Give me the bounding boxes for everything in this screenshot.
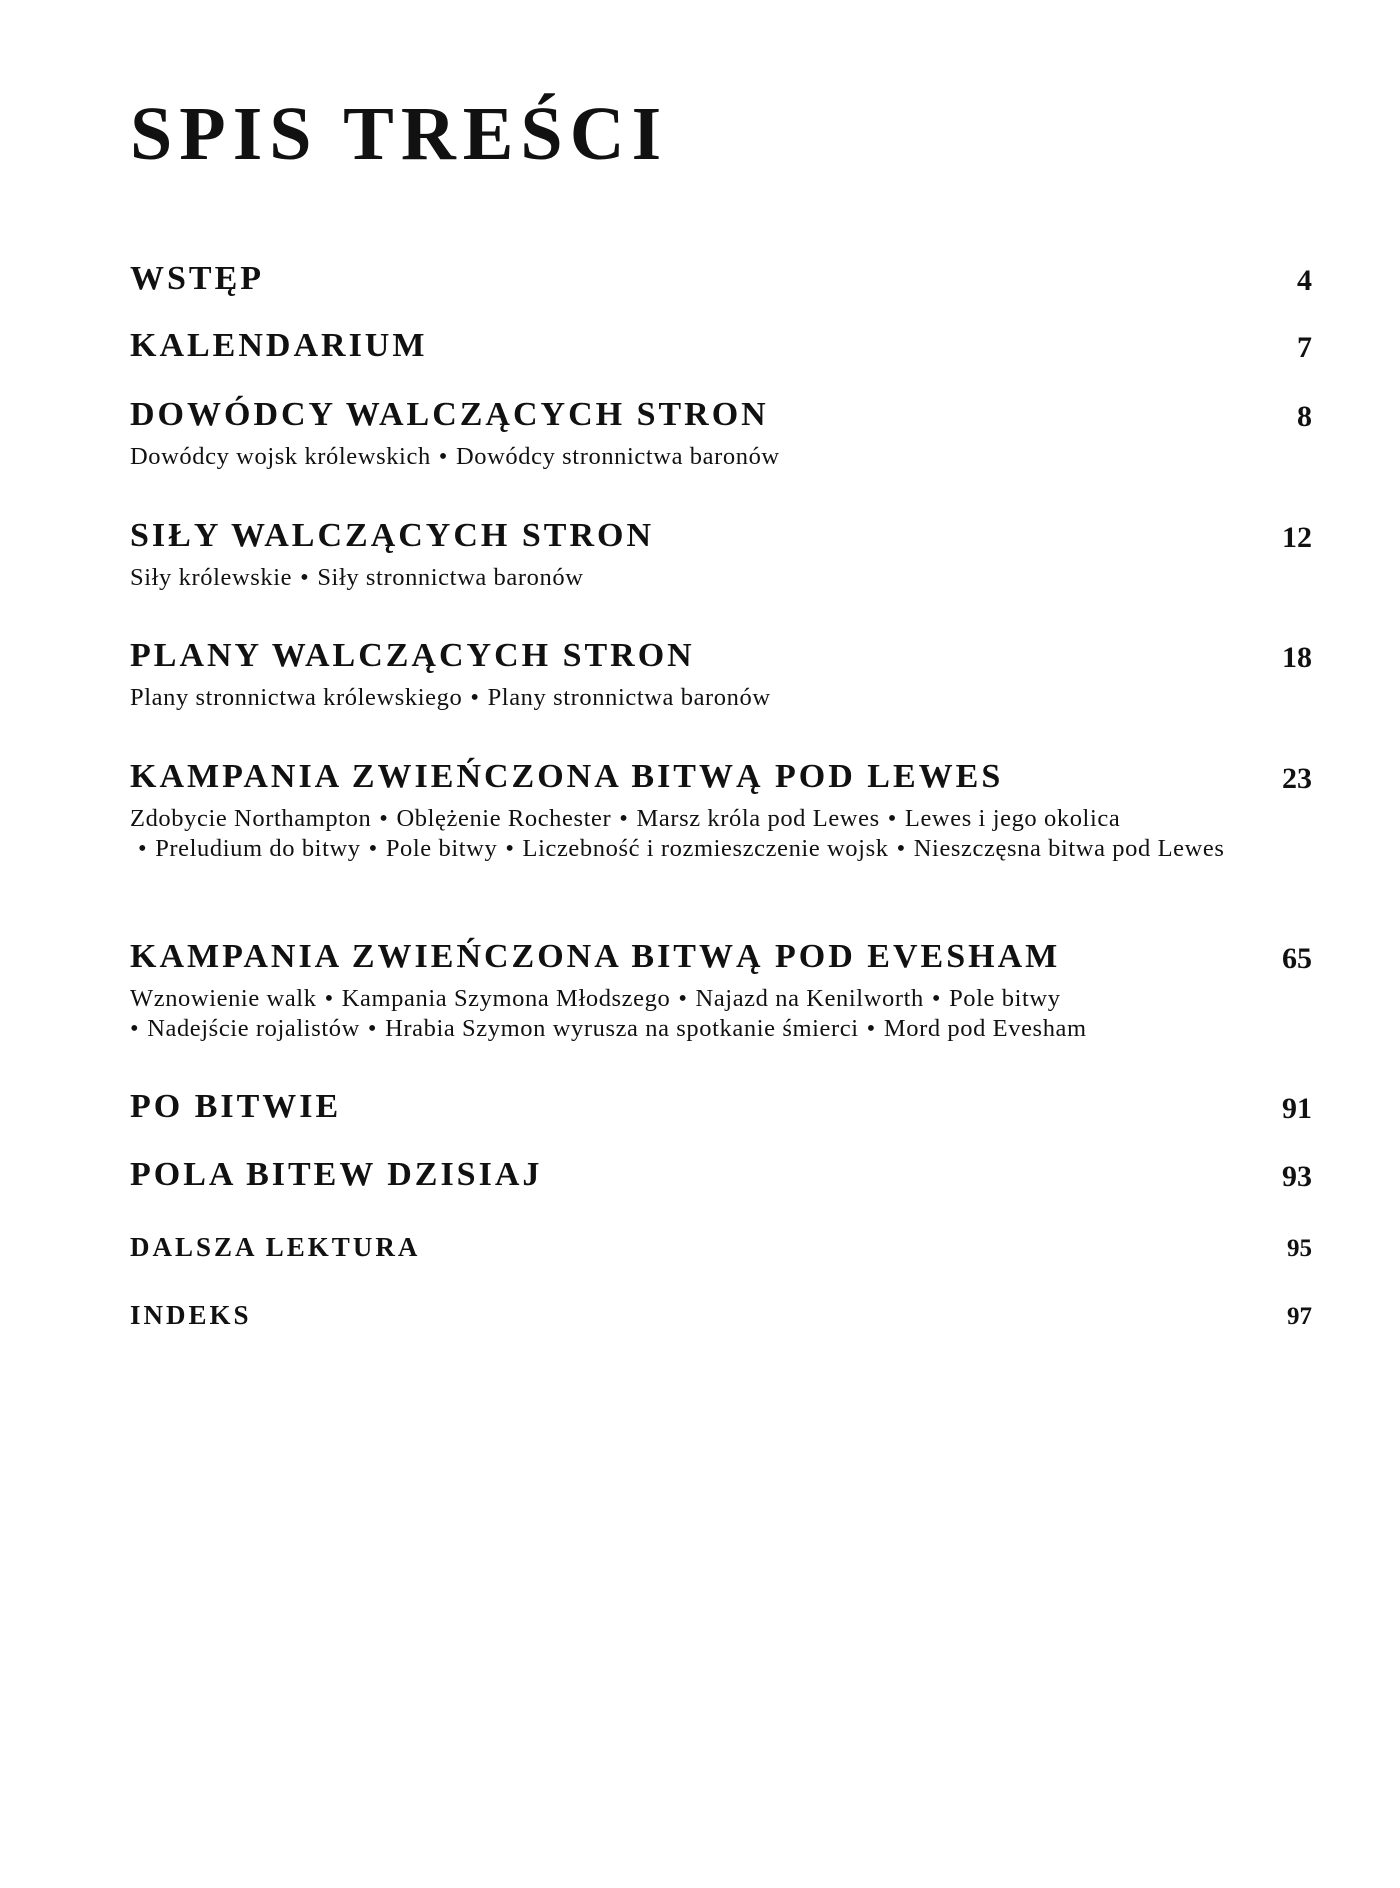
bullet-separator: • (368, 835, 378, 862)
toc-entry-page: 23 (1282, 762, 1312, 795)
bullet-separator: • (470, 684, 480, 711)
toc-entry-head (130, 1289, 1312, 1329)
toc-subentry[interactable]: Wznowienie walk (130, 985, 317, 1012)
toc-entry-page: 93 (1282, 1160, 1312, 1193)
toc-entry-title[interactable]: SIŁY WALCZĄCYCH STRON (130, 517, 654, 554)
toc-subentry[interactable]: Pole bitwy (949, 985, 1061, 1012)
toc-entry-head (130, 934, 1312, 974)
toc-subentry[interactable]: Siły królewskie (130, 564, 293, 591)
toc-entry-kampania-evesham[interactable] (130, 934, 1312, 1044)
toc-subentry[interactable]: Marsz króla pod Lewes (636, 805, 880, 832)
toc-entry-head (130, 392, 1312, 432)
toc-entry-page: 95 (1287, 1235, 1312, 1262)
toc-subentry[interactable]: Mord pod Evesham (883, 1015, 1087, 1042)
toc-subentry[interactable]: Plany stronnictwa baronów (487, 684, 771, 711)
toc-entry-head (130, 323, 1312, 363)
toc-entry-sily[interactable] (130, 513, 1312, 593)
bullet-separator: • (138, 835, 148, 862)
toc-entry-head (130, 513, 1312, 553)
bullet-separator: • (130, 1015, 140, 1042)
toc-subentry[interactable]: Siły stronnictwa baronów (317, 564, 584, 591)
toc-entry-indeks[interactable] (130, 1289, 1312, 1329)
bullet-separator: • (438, 443, 448, 470)
toc-entry-title[interactable]: DALSZA LEKTURA (130, 1232, 421, 1262)
toc-entry-head (130, 256, 1312, 296)
toc-entry-page: 97 (1287, 1303, 1312, 1330)
page-title: SPIS TREŚCI (130, 92, 669, 176)
toc-entry-head (130, 633, 1312, 673)
toc-entry-po-bitwie[interactable] (130, 1084, 1312, 1124)
bullet-separator: • (896, 835, 906, 862)
toc-entry-title[interactable]: INDEKS (130, 1300, 252, 1330)
toc-entry-title[interactable]: DOWÓDCY WALCZĄCYCH STRON (130, 396, 769, 433)
bullet-separator: • (367, 1015, 378, 1042)
toc-entry-title[interactable]: POLA BITEW DZISIAJ (130, 1156, 543, 1193)
toc-entry-kalendarium[interactable] (130, 323, 1312, 363)
bullet-separator: • (505, 835, 515, 862)
toc-entry-dalsza-lektura[interactable] (130, 1221, 1312, 1261)
toc-subentries (130, 442, 1280, 472)
toc-subentry[interactable]: Najazd na Kenilworth (695, 985, 924, 1012)
toc-subentry[interactable]: Zdobycie Northampton (130, 805, 372, 832)
toc-subentry[interactable]: Dowódcy stronnictwa baronów (455, 443, 780, 470)
toc-entry-page: 65 (1282, 942, 1312, 975)
bullet-separator: • (866, 1015, 876, 1042)
toc-subentries (130, 984, 1280, 1044)
toc-subentry[interactable]: Lewes i jego okolica (904, 805, 1121, 832)
toc-subentry[interactable]: Preludium do bitwy (155, 835, 361, 862)
toc-subentry[interactable]: Dowódcy wojsk królewskich (130, 443, 431, 470)
toc-entry-title[interactable]: KAMPANIA ZWIEŃCZONA BITWĄ POD EVESHAM (130, 938, 1061, 975)
toc-entry-plany[interactable] (130, 633, 1312, 713)
toc-entry-head (130, 1152, 1312, 1192)
toc-entry-head (130, 754, 1312, 794)
bullet-separator: • (324, 985, 334, 1012)
bullet-separator: • (300, 564, 310, 591)
toc-entry-wstep[interactable] (130, 256, 1312, 296)
toc-subentry[interactable]: Pole bitwy (385, 835, 498, 862)
toc-entry-page: 4 (1297, 264, 1312, 297)
toc-entry-page: 12 (1282, 521, 1312, 554)
toc-subentry[interactable]: Liczebność i rozmieszczenie wojsk (522, 835, 889, 862)
toc-entry-page: 8 (1297, 400, 1312, 433)
toc-subentry[interactable]: Kampania Szymona Młodszego (341, 985, 671, 1012)
toc-entry-head (130, 1084, 1312, 1124)
toc-subentry[interactable]: Plany stronnictwa królewskiego (130, 684, 463, 711)
toc-entry-pola-bitew[interactable] (130, 1152, 1312, 1192)
toc-entry-title[interactable]: PO BITWIE (130, 1088, 342, 1125)
toc-subentry[interactable]: Nieszczęsna bitwa pod Lewes (913, 835, 1225, 862)
toc-entry-page: 18 (1282, 641, 1312, 674)
toc-entry-page: 91 (1282, 1092, 1312, 1125)
toc-subentries (130, 804, 1280, 864)
toc-subentry[interactable]: Oblężenie Rochester (396, 805, 612, 832)
toc-entry-kampania-lewes[interactable] (130, 754, 1312, 864)
toc-entry-head (130, 1221, 1312, 1261)
bullet-separator: • (678, 985, 688, 1012)
toc-entry-dowodcy[interactable] (130, 392, 1312, 472)
toc-entry-title[interactable]: WSTĘP (130, 260, 265, 297)
bullet-separator: • (379, 805, 389, 832)
toc-entry-title[interactable]: KALENDARIUM (130, 327, 428, 364)
toc-subentry[interactable]: Hrabia Szymon wyrusza na spotkanie śmierci (385, 1015, 859, 1042)
toc-entry-page: 7 (1297, 331, 1312, 364)
toc-subentries (130, 683, 1280, 713)
bullet-separator: • (619, 805, 629, 832)
toc-subentries (130, 563, 1280, 593)
toc-subentry[interactable]: Nadejście rojalistów (147, 1015, 360, 1042)
toc-entry-title[interactable]: PLANY WALCZĄCYCH STRON (130, 637, 695, 674)
bullet-separator: • (931, 985, 942, 1012)
toc-entry-title[interactable]: KAMPANIA ZWIEŃCZONA BITWĄ POD LEWES (130, 758, 1004, 795)
bullet-separator: • (887, 805, 897, 832)
